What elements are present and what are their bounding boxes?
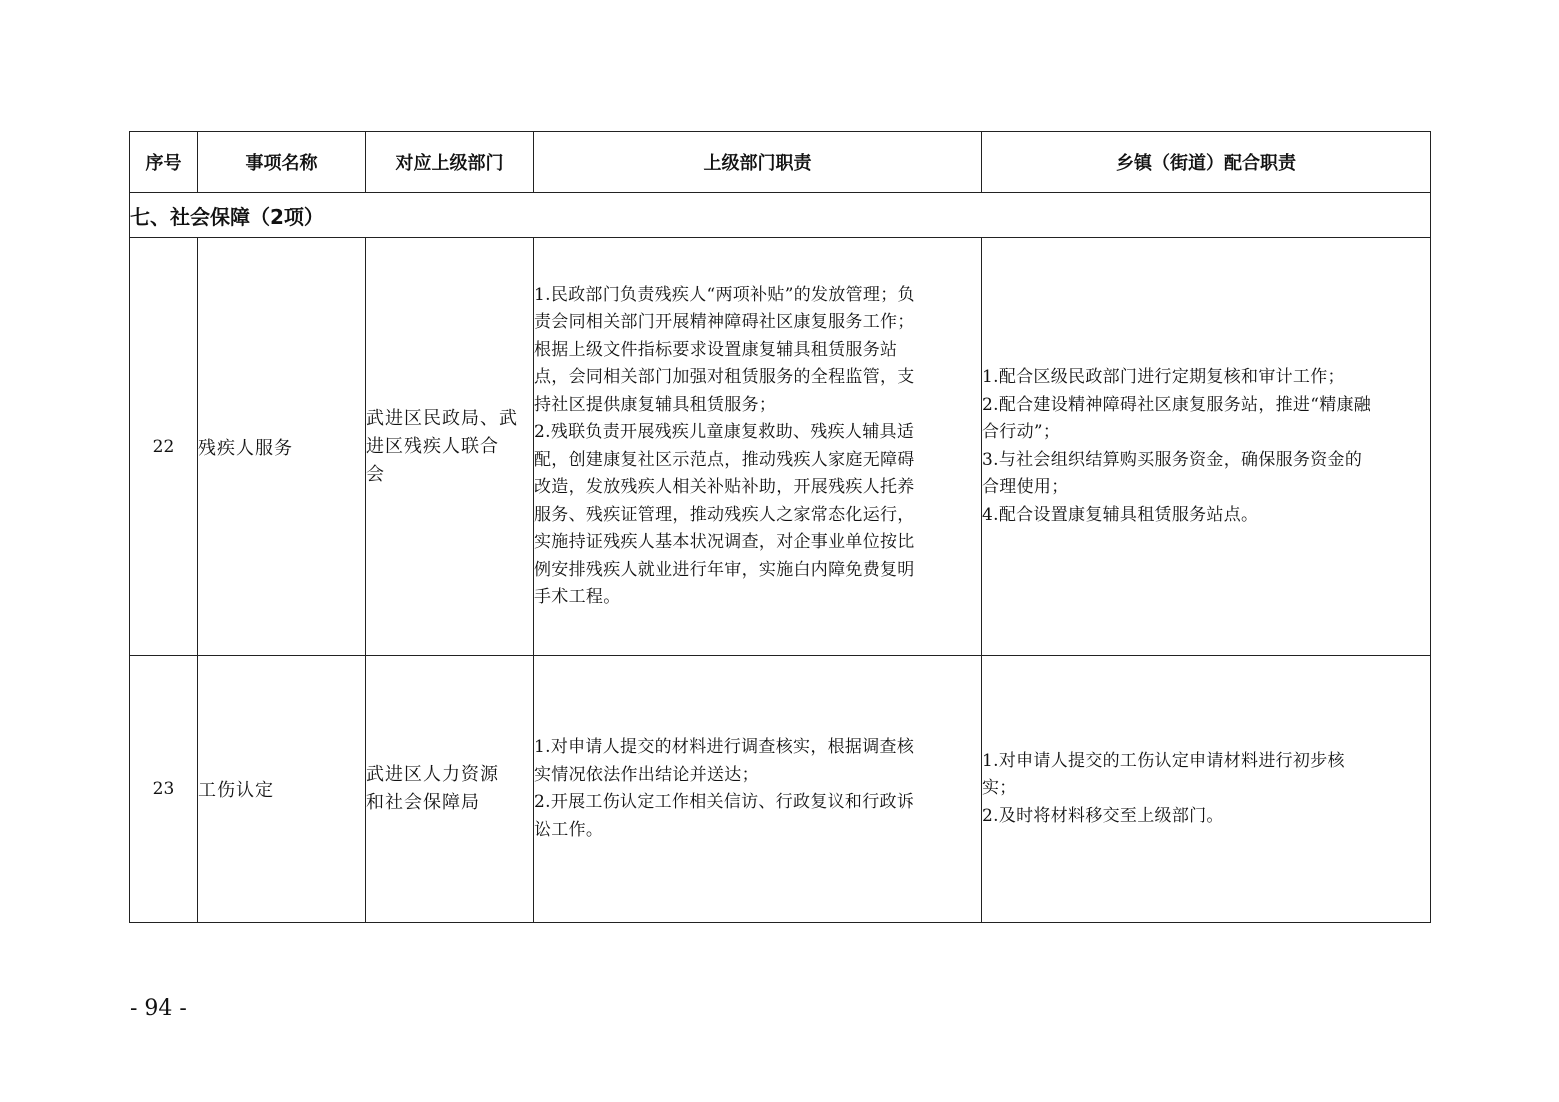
text-line: 实施持证残疾人基本状况调查，对企事业单位按比 <box>534 532 915 552</box>
text-line: 1.对申请人提交的工伤认定申请材料进行初步核 <box>982 750 1345 771</box>
text-line: 根据上级文件指标要求设置康复辅具租赁服务站 <box>534 339 898 360</box>
item-name: 工伤认定 <box>198 656 366 923</box>
town-duties <box>982 238 1431 656</box>
upper-dept <box>366 238 534 656</box>
text-line: 1.对申请人提交的材料进行调查核实，根据调查核 <box>534 737 915 757</box>
text-line: 讼工作。 <box>534 819 604 840</box>
row-number: 22 <box>130 238 198 656</box>
text-line: 合理使用； <box>982 477 1069 497</box>
text-line: 实情况依法作出结论并送达； <box>534 764 759 785</box>
text-line: 责会同相关部门开展精神障碍社区康复服务工作； <box>534 312 915 332</box>
text-line: 4.配合设置康复辅具租赁服务站点。 <box>982 504 1259 525</box>
text-line: 手术工程。 <box>534 587 621 607</box>
duty-table <box>129 131 1431 923</box>
text-line: 3.与社会组织结算购买服务资金，确保服务资金的 <box>982 449 1363 470</box>
header-seq: 序号 <box>130 132 198 193</box>
text-line: 配，创建康复社区示范点，推动残疾人家庭无障碍 <box>534 449 915 470</box>
section-row <box>130 193 1431 238</box>
text-line: 改造，发放残疾人相关补贴补助，开展残疾人托养 <box>534 477 915 497</box>
header-item-name: 事项名称 <box>198 132 366 193</box>
text-line: 2.残联负责开展残疾儿童康复救助、残疾人辅具适 <box>534 422 915 442</box>
text-line: 进区残疾人联合 <box>366 435 499 457</box>
text-line: 例安排残疾人就业进行年审，实施白内障免费复明 <box>534 559 915 580</box>
text-line: 1.民政部门负责残疾人“两项补贴”的发放管理；负 <box>534 284 915 305</box>
text-line: 2.及时将材料移交至上级部门。 <box>982 805 1224 826</box>
upper-dept <box>366 656 534 923</box>
text-line: 武进区民政局、武 <box>366 407 518 429</box>
upper-duties <box>534 656 982 923</box>
text-line: 持社区提供康复辅具租赁服务； <box>534 394 777 415</box>
header-upper-dept: 对应上级部门 <box>366 132 534 193</box>
text-line: 和社会保障局 <box>366 792 480 813</box>
item-name: 残疾人服务 <box>198 238 366 656</box>
text-line: 1.配合区级民政部门进行定期复核和审计工作； <box>982 367 1345 387</box>
upper-duties <box>534 238 982 656</box>
text-line: 武进区人力资源 <box>366 764 499 785</box>
header-upper-duties: 上级部门职责 <box>534 132 982 193</box>
text-line: 服务、残疾证管理，推动残疾人之家常态化运行， <box>534 504 915 525</box>
header-town-duties: 乡镇（街道）配合职责 <box>982 132 1431 193</box>
town-duties <box>982 656 1431 923</box>
table-row <box>130 656 1431 923</box>
text-line: 2.配合建设精神障碍社区康复服务站，推进“精康融 <box>982 394 1372 415</box>
page-number: - 94 - <box>130 996 187 1021</box>
row-number: 23 <box>130 656 198 923</box>
text-line: 会 <box>366 463 385 485</box>
section-title: 七、社会保障（2项） <box>130 193 1431 238</box>
text-line: 点，会同相关部门加强对租赁服务的全程监管，支 <box>534 367 915 387</box>
text-line: 2.开展工伤认定工作相关信访、行政复议和行政诉 <box>534 792 915 812</box>
header-row <box>130 132 1431 193</box>
text-line: 合行动”； <box>982 422 1061 442</box>
table-row <box>130 238 1431 656</box>
text-line: 实； <box>982 778 1017 799</box>
